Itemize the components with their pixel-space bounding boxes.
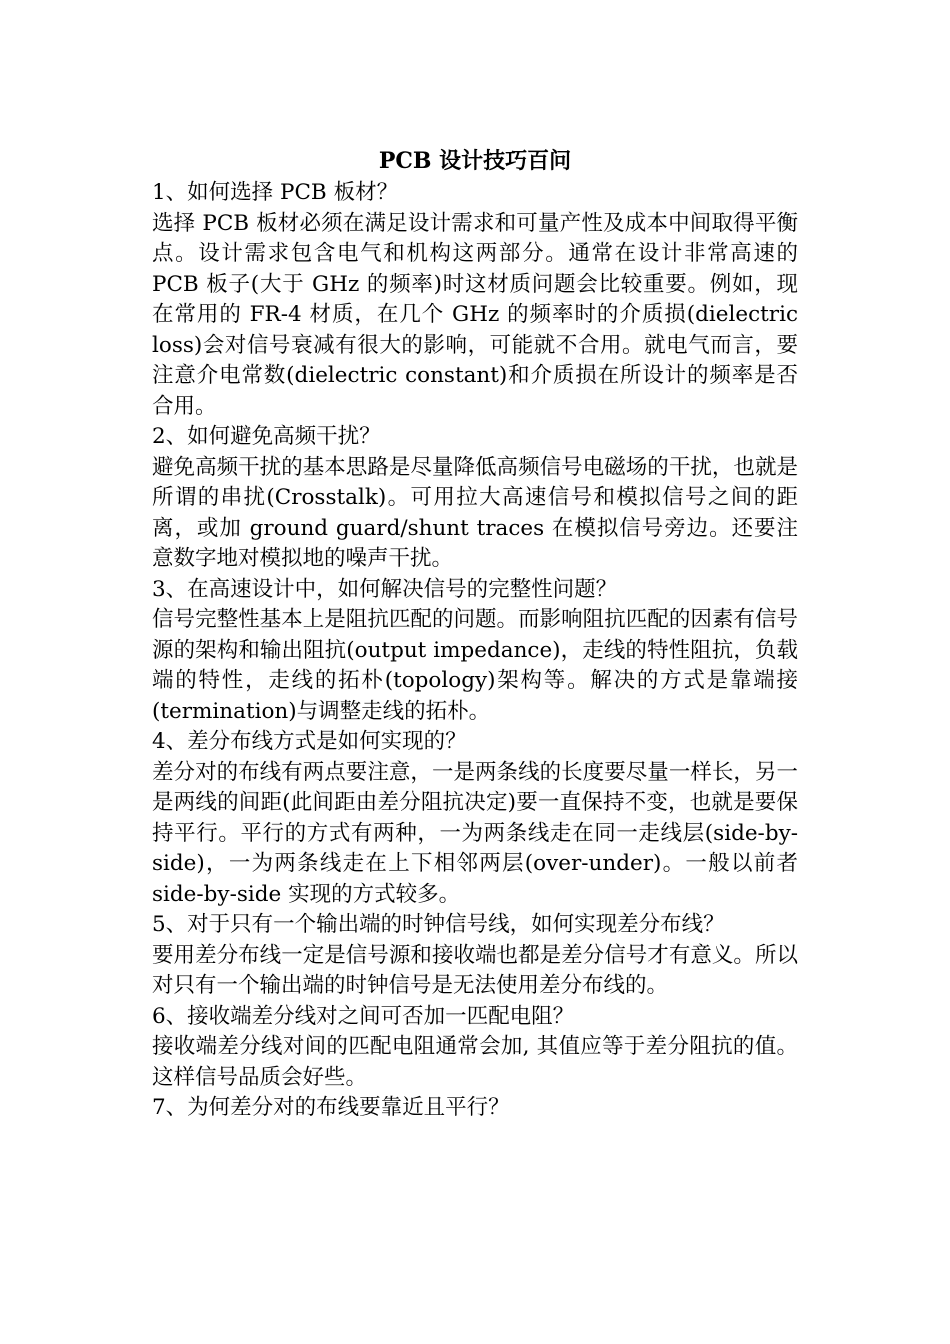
answer-2: 避免高频干扰的基本思路是尽量降低高频信号电磁场的干扰，也就是所谓的串扰(Crosstalk)。可用拉大高速信号和模拟信号之间的距离，或加 ground guard/shunt traces 在模拟信号旁边。还要注意数字地对模拟地的噪声干扰。: [152, 454, 798, 571]
question-5: 5、对于只有一个输出端的时钟信号线，如何实现差分布线？: [152, 912, 725, 937]
answer-1: 选择 PCB 板材必须在满足设计需求和可量产性及成本中间取得平衡点。设计需求包含电气和机构这两部分。通常在设计非常高速的 PCB 板子(大于 GHz 的频率)时这材质问题会比较重要。例如，现在常用的 FR-4 材质，在几个 GHz 的频率时的介质损(dielectric loss)会对信号衰减有很大的影响，可能就不合用。就电气而言，要注意介电常数(dielectric constant)和介质损在所设计的频率是否合用。: [152, 210, 798, 419]
question-1: 1、如何选择 PCB 板材？: [152, 180, 399, 205]
answer-4: 差分对的布线有两点要注意，一是两条线的长度要尽量一样长，另一是两线的间距(此间距由差分阻抗决定)要一直保持不变，也就是要保持平行。平行的方式有两种，一为两条线走在同一走线层(side-by-side)，一为两条线走在上下相邻两层(over-under)。一般以前者 side-by-side 实现的方式较多。: [152, 759, 798, 907]
answer-5: 要用差分布线一定是信号源和接收端也都是差分信号才有意义。所以对只有一个输出端的时钟信号是无法使用差分布线的。: [152, 942, 798, 998]
answer-3: 信号完整性基本上是阻抗匹配的问题。而影响阻抗匹配的因素有信号源的架构和输出阻抗(output impedance)，走线的特性阻抗，负载端的特性，走线的拓朴(topology)架构等。解决的方式是靠端接(termination)与调整走线的拓朴。: [152, 607, 798, 724]
document-page: [152, 144, 798, 1124]
answer-6: 接收端差分线对间的匹配电阻通常会加, 其值应等于差分阻抗的值。这样信号品质会好些。: [152, 1034, 798, 1090]
question-2: 2、如何避免高频干扰？: [152, 424, 381, 449]
question-4: 4、差分布线方式是如何实现的？: [152, 729, 467, 754]
document-title: PCB 设计技巧百问: [378, 148, 572, 174]
question-7: 7、为何差分对的布线要靠近且平行？: [152, 1095, 510, 1120]
question-3: 3、在高速设计中，如何解决信号的完整性问题？: [152, 576, 618, 602]
question-6: 6、接收端差分线对之间可否加一匹配电阻？: [152, 1003, 575, 1029]
